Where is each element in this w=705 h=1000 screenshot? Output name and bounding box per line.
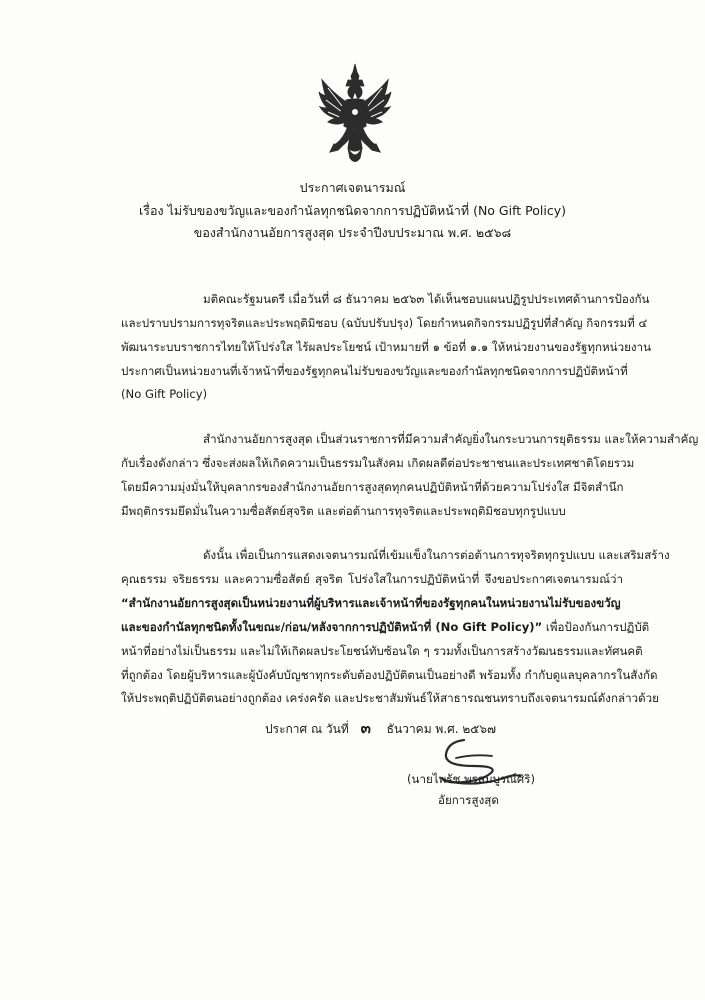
signatory-name: (นายไพรัช พรสมบูรณ์ศิริ) — [407, 772, 536, 786]
paragraph-line: ที่ถูกต้อง โดยผู้บริหารและผู้บังคับบัญชาทุกระดับต้องปฏิบัติตนเป็นอย่างดี พร้อมทั้ง กำกับดูแลบุคลากรในสังกัด — [121, 668, 658, 682]
policy-statement-line: “สำนักงานอัยการสูงสุดเป็นหน่วยงานที่ผู้บริหารและเจ้าหน้าที่ของรัฐทุกคนในหน่วยงานไม่รับของขวัญ — [121, 596, 621, 610]
garuda-emblem-icon — [318, 62, 392, 166]
date-prefix: ประกาศ ณ วันที่ — [265, 722, 349, 736]
paragraph-line: พัฒนาระบบราชการไทยให้โปร่งใส ไร้ผลประโยชน์ เป้าหมายที่ ๑ ข้อที่ ๑.๑ ให้หน่วยงานของรัฐทุกหน่วยงาน — [121, 340, 651, 354]
announcement-office-year: ของสำนักงานอัยการสูงสุด ประจำปีงบประมาณ พ.ศ. ๒๕๖๘ — [193, 225, 512, 240]
paragraph-line: คุณธรรม จริยธรรม และความซื่อสัตย์ สุจริต โปร่งใสในการปฏิบัติหน้าที่ จึงขอประกาศเจตนารมณ์ว่า — [121, 572, 623, 586]
paragraph-line — [121, 619, 650, 636]
date-month-year: ธันวาคม พ.ศ. ๒๕๖๗ — [386, 722, 497, 736]
paragraph-line: สำนักงานอัยการสูงสุด เป็นส่วนราชการที่มีความสำคัญยิ่งในกระบวนการยุติธรรม และให้ความสำคัญ — [203, 432, 699, 446]
announcement-subject: เรื่อง ไม่รับของขวัญและของกำนัลทุกชนิดจากการปฏิบัติหน้าที่ (No Gift Policy) — [139, 203, 566, 218]
paragraph-line: โดยมีความมุ่งมั่นให้บุคลากรของสำนักงานอัยการสูงสุดทุกคนปฏิบัติหน้าที่ด้วยความโปร่งใส มีจิตสำนึก — [121, 480, 624, 494]
paragraph-line: (No Gift Policy) — [121, 387, 208, 401]
paragraph-line: มติคณะรัฐมนตรี เมื่อวันที่ ๘ ธันวาคม ๒๕๖๓ ได้เห็นชอบแผนปฏิรูปประเทศด้านการป้องกัน — [203, 292, 650, 306]
paragraph-line: กับเรื่องดังกล่าว ซึ่งจะส่งผลให้เกิดความเป็นธรรมในสังคม เกิดผลดีต่อประชาชนและประเทศชาติโดยรวม — [121, 456, 635, 470]
paragraph-line: หน้าที่อย่างไม่เป็นธรรม และไม่ให้เกิดผลประโยชน์ทับซ้อนใด ๆ รวมทั้งเป็นการสร้างวัฒนธรรมและทัศนคติ — [121, 644, 643, 658]
paragraph-text: เพื่อป้องกันการปฏิบัติ — [545, 620, 650, 634]
paragraph-line: ประกาศเป็นหน่วยงานที่เจ้าหน้าที่ของรัฐทุกคนไม่รับของขวัญและของกำนัลทุกชนิดจากการปฏิบัติหน้าที่ — [121, 364, 628, 378]
paragraph-line: มีพฤติกรรมยึดมั่นในความซื่อสัตย์สุจริต และต่อต้านการทุจริตและประพฤติมิชอบทุกรูปแบบ — [121, 504, 566, 518]
paragraph-line: ให้ประพฤติปฏิบัติตนอย่างถูกต้อง เคร่งครัด และประชาสัมพันธ์ให้สาธารณชนทราบถึงเจตนารมณ์ดังกล่าวด้วย — [121, 691, 659, 705]
policy-statement-line: และของกำนัลทุกชนิดทั้งในขณะ/ก่อน/หลังจากการปฏิบัติหน้าที่ (No Gift Policy)” — [121, 620, 543, 634]
paragraph-line: และปราบปรามการทุจริตและประพฤติมิชอบ (ฉบับปรับปรุง) โดยกำหนดกิจกรรมปฏิรูปที่สำคัญ กิจกรรมที่ ๔ — [121, 316, 648, 330]
signatory-position: อัยการสูงสุด — [438, 793, 499, 807]
date-day: ๓ — [360, 719, 371, 737]
paragraph-line: ดังนั้น เพื่อเป็นการแสดงเจตนารมณ์ที่เข้มแข็งในการต่อต้านการทุจริตทุกรูปแบบ และเสริมสร้าง — [203, 548, 670, 562]
announcement-title: ประกาศเจตนารมณ์ — [299, 180, 406, 195]
